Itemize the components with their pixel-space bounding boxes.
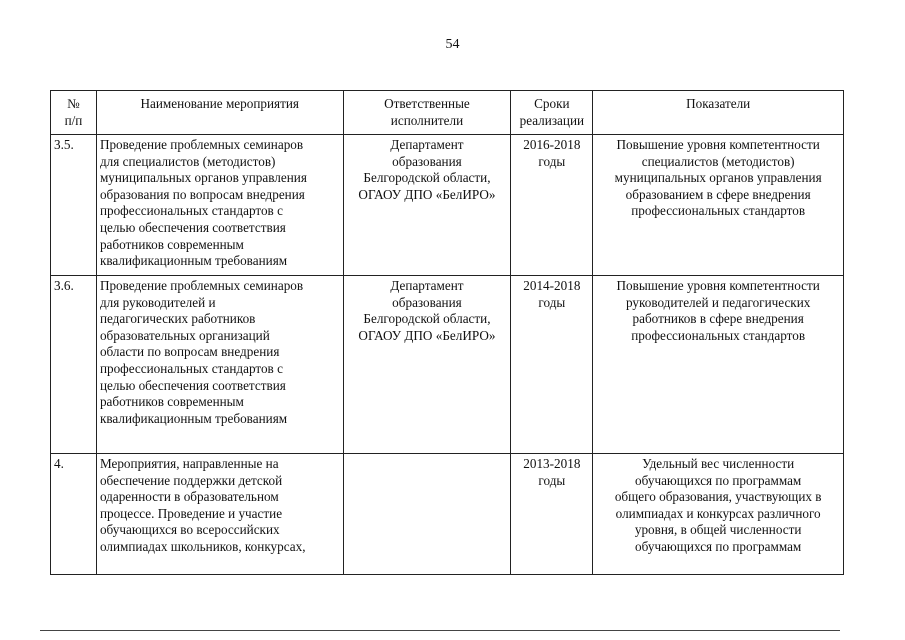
cell-line: целью обеспечения соответствия xyxy=(99,377,286,393)
cell-line: Проведение проблемных семинаров xyxy=(99,137,304,152)
cell-line: для руководителей и xyxy=(99,294,216,310)
header-responsible xyxy=(343,91,511,135)
cell-line: профессиональных стандартов xyxy=(631,203,806,219)
responsible-executors xyxy=(343,276,511,454)
indicators xyxy=(593,276,844,454)
cell-line: 2014-2018 xyxy=(523,278,581,293)
cell-line: Повышение уровня компетентности xyxy=(616,278,820,293)
cell-line: процессе. Проведение и участие xyxy=(99,505,283,521)
cell-line: общего образования, участвующих в xyxy=(614,489,822,505)
page-number: 54 xyxy=(445,37,460,52)
cell-line: образования xyxy=(392,153,462,169)
table-header-row xyxy=(51,91,844,135)
cell-line: специалистов (методистов) xyxy=(641,153,795,169)
cell-line: олимпиадах школьников, конкурсах, xyxy=(99,538,306,554)
cell-line: образованием в сфере внедрения xyxy=(625,186,811,202)
cell-line: Мероприятия, направленные на xyxy=(99,456,279,471)
cell-line: ОГАОУ ДПО «БелИРО» xyxy=(358,186,496,202)
cell-line: Ответственные xyxy=(384,96,470,111)
cell-line: образования по вопросам внедрения xyxy=(99,186,305,202)
cell-line: обеспечение поддержки детской xyxy=(99,472,283,488)
responsible-executors xyxy=(343,135,511,276)
cell-line: области по вопросам внедрения xyxy=(99,344,280,360)
implementation-terms xyxy=(511,276,593,454)
cell-line: обучающихся по программам xyxy=(635,538,802,554)
cell-line: 2016-2018 xyxy=(523,137,581,152)
header-terms xyxy=(511,91,593,135)
cell-line: Белгородской области, xyxy=(363,311,491,327)
cell-line: п/п xyxy=(64,112,83,128)
cell-line: работников современным xyxy=(99,236,244,252)
cell-line: Показатели xyxy=(686,96,751,111)
cell-line: профессиональных стандартов с xyxy=(99,203,283,219)
row-number: 4. xyxy=(51,454,97,575)
cell-line: профессиональных стандартов с xyxy=(99,360,283,376)
event-name xyxy=(96,135,343,276)
cell-line: педагогических работников xyxy=(99,311,256,327)
cell-line: Наименование мероприятия xyxy=(140,96,300,111)
cell-line: годы xyxy=(538,153,566,169)
cell-line: Повышение уровня компетентности xyxy=(616,137,820,152)
cell-line: обучающихся по программам xyxy=(635,472,802,488)
implementation-terms xyxy=(511,454,593,575)
header-indicators xyxy=(593,91,844,135)
event-name xyxy=(96,276,343,454)
cell-line: Проведение проблемных семинаров xyxy=(99,278,304,293)
table-row xyxy=(51,135,844,276)
cell-line: образовательных организаций xyxy=(99,327,270,343)
page-bottom-rule xyxy=(40,630,840,631)
event-name xyxy=(96,454,343,575)
cell-line: целью обеспечения соответствия xyxy=(99,219,286,235)
cell-line: ОГАОУ ДПО «БелИРО» xyxy=(358,327,496,343)
indicators xyxy=(593,454,844,575)
row-number: 3.5. xyxy=(51,135,97,276)
cell-line: Удельный вес численности xyxy=(642,456,795,471)
cell-line: муниципальных органов управления xyxy=(614,170,822,186)
cell-line: обучающихся во всероссийских xyxy=(99,522,280,538)
cell-line: квалификационным требованиям xyxy=(99,410,288,426)
table-row xyxy=(51,454,844,575)
cell-line: руководителей и педагогических xyxy=(625,294,811,310)
cell-line: Департамент xyxy=(390,137,464,152)
cell-line: работников в сфере внедрения xyxy=(632,311,804,327)
cell-line: № xyxy=(67,96,80,111)
cell-line: реализации xyxy=(519,112,585,128)
implementation-terms xyxy=(511,135,593,276)
cell-line: Сроки xyxy=(534,96,570,111)
table-row xyxy=(51,276,844,454)
cell-line: профессиональных стандартов xyxy=(631,327,806,343)
cell-line: образования xyxy=(392,294,462,310)
cell-line: муниципальных органов управления xyxy=(99,170,307,186)
cell-line: Департамент xyxy=(390,278,464,293)
header-name xyxy=(96,91,343,135)
events-table xyxy=(50,90,844,575)
header-num xyxy=(51,91,97,135)
cell-line: Белгородской области, xyxy=(363,170,491,186)
cell-line: работников современным xyxy=(99,394,244,410)
row-number: 3.6. xyxy=(51,276,97,454)
cell-line: одаренности в образовательном xyxy=(99,489,279,505)
cell-line: уровня, в общей численности xyxy=(634,522,802,538)
cell-line: для специалистов (методистов) xyxy=(99,153,276,169)
indicators xyxy=(593,135,844,276)
cell-line: исполнители xyxy=(390,112,464,128)
cell-line: квалификационным требованиям xyxy=(99,253,288,269)
responsible-executors xyxy=(343,454,511,575)
cell-line: олимпиадах и конкурсах различного xyxy=(615,505,821,521)
cell-line: годы xyxy=(538,294,566,310)
cell-line: 2013-2018 xyxy=(523,456,581,471)
cell-line: годы xyxy=(538,472,566,488)
